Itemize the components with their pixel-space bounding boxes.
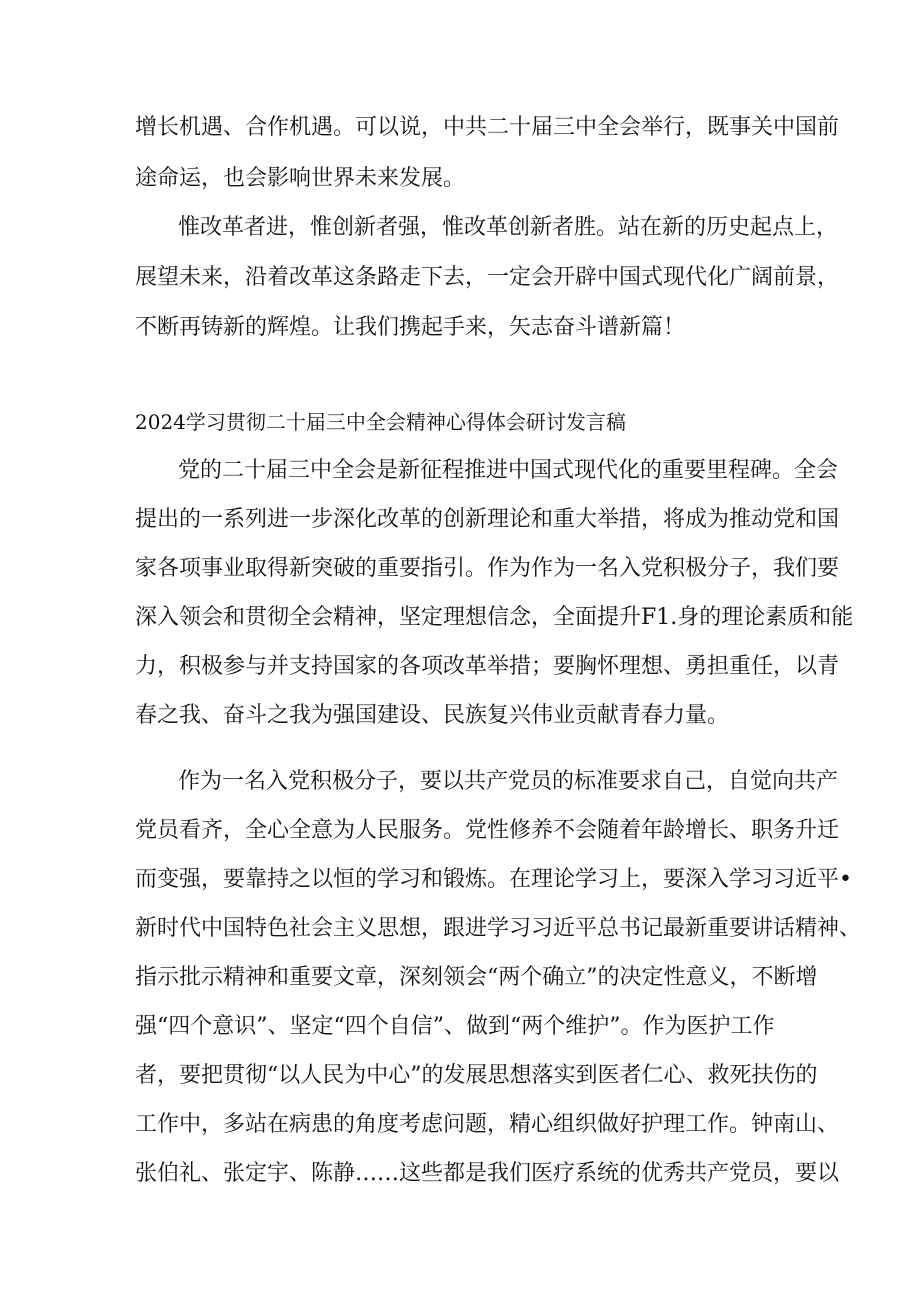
paragraph-line: 深入领会和贯彻全会精神，坚定理想信念，全面提升F1.身的理论素质和能 [135,605,854,630]
paragraph-line: 而变强，要靠持之以恒的学习和锻炼。在理论学习上，要深入学习习近平• [135,867,852,892]
paragraph-line: 者，要把贯彻“以人民为中心”的发展思想落实到医者仁心、救死扶伤的 [135,1063,818,1088]
paragraph-line: 工作中，多站在病患的角度考虑问题，精心组织做好护理工作。钟南山、 [135,1112,840,1137]
paragraph-line: 新时代中国特色社会主义思想，跟进学习习近平总书记最新重要讲话精神、 [135,916,862,941]
paragraph-line: 力，积极参与并支持国家的各项改革举措；要胸怀理想、勇担重任，以青 [135,654,840,679]
paragraph-line: 惟改革者进，惟创新者强，惟改革创新者胜。站在新的历史起点上， [178,215,839,240]
paragraph-line: 展望未来，沿着改革这条路走下去，一定会开辟中国式现代化广阔前景， [135,265,840,290]
paragraph-line: 提出的一系列进一步深化改革的创新理论和重大举措，将成为推动党和国 [135,507,840,532]
paragraph-line: 增长机遇、合作机遇。可以说，中共二十届三中全会举行，既事关中国前 [135,115,840,140]
paragraph-line: 张伯礼、张定宇、陈静……这些都是我们医疗系统的优秀共产党员，要以 [135,1161,840,1186]
paragraph-line: 途命运，也会影响世界未来发展。 [135,166,466,191]
paragraph-line: 指示批示精神和重要文章，深刻领会“两个确立”的决定性意义，不断增 [135,965,818,990]
paragraph-line: 春之我、奋斗之我为强国建设、民族复兴伟业贡献青春力量。 [135,703,730,728]
paragraph-line: 不断再铸新的辉煌。让我们携起手来，矢志奋斗谱新篇！ [135,315,686,340]
paragraph-line: 党的二十届三中全会是新征程推进中国式现代化的重要里程碑。全会 [178,458,839,483]
paragraph-line: 党员看齐，全心全意为人民服务。党性修养不会随着年龄增长、职务升迁 [135,818,840,843]
section-title: 2024学习贯彻二十届三中全会精神心得体会研讨发言稿 [135,410,626,434]
paragraph-line: 强“四个意识”、坚定“四个自信”、做到“两个维护”。作为医护工作 [135,1014,775,1039]
paragraph-line: 家各项事业取得新突破的重要指引。作为作为一名入党积极分子，我们要 [135,556,840,581]
paragraph-line: 作为一名入党积极分子，要以共产党员的标准要求自己，自觉向共产 [178,769,839,794]
